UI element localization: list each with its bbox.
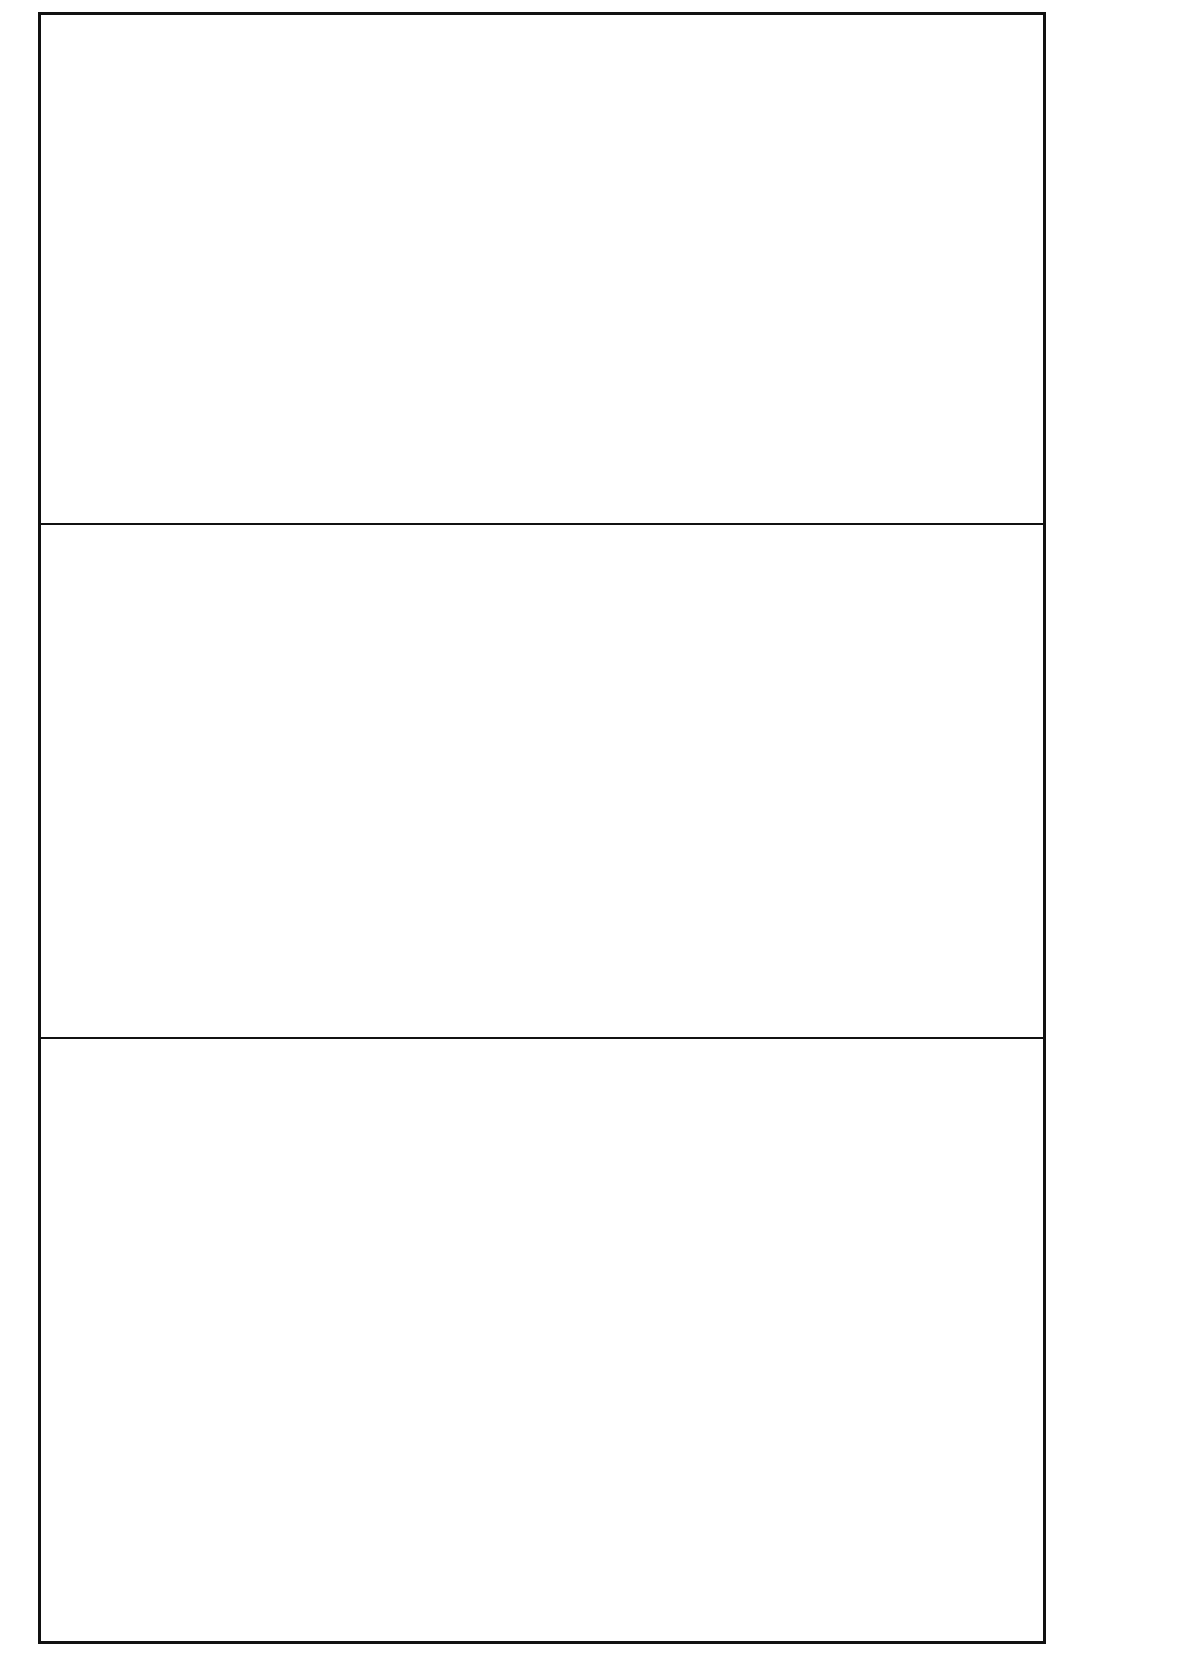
panel-bottom: [41, 1039, 1043, 1644]
page-frame: [38, 12, 1046, 1644]
panel-middle: [41, 525, 1043, 1037]
panel-top: [41, 15, 1043, 523]
